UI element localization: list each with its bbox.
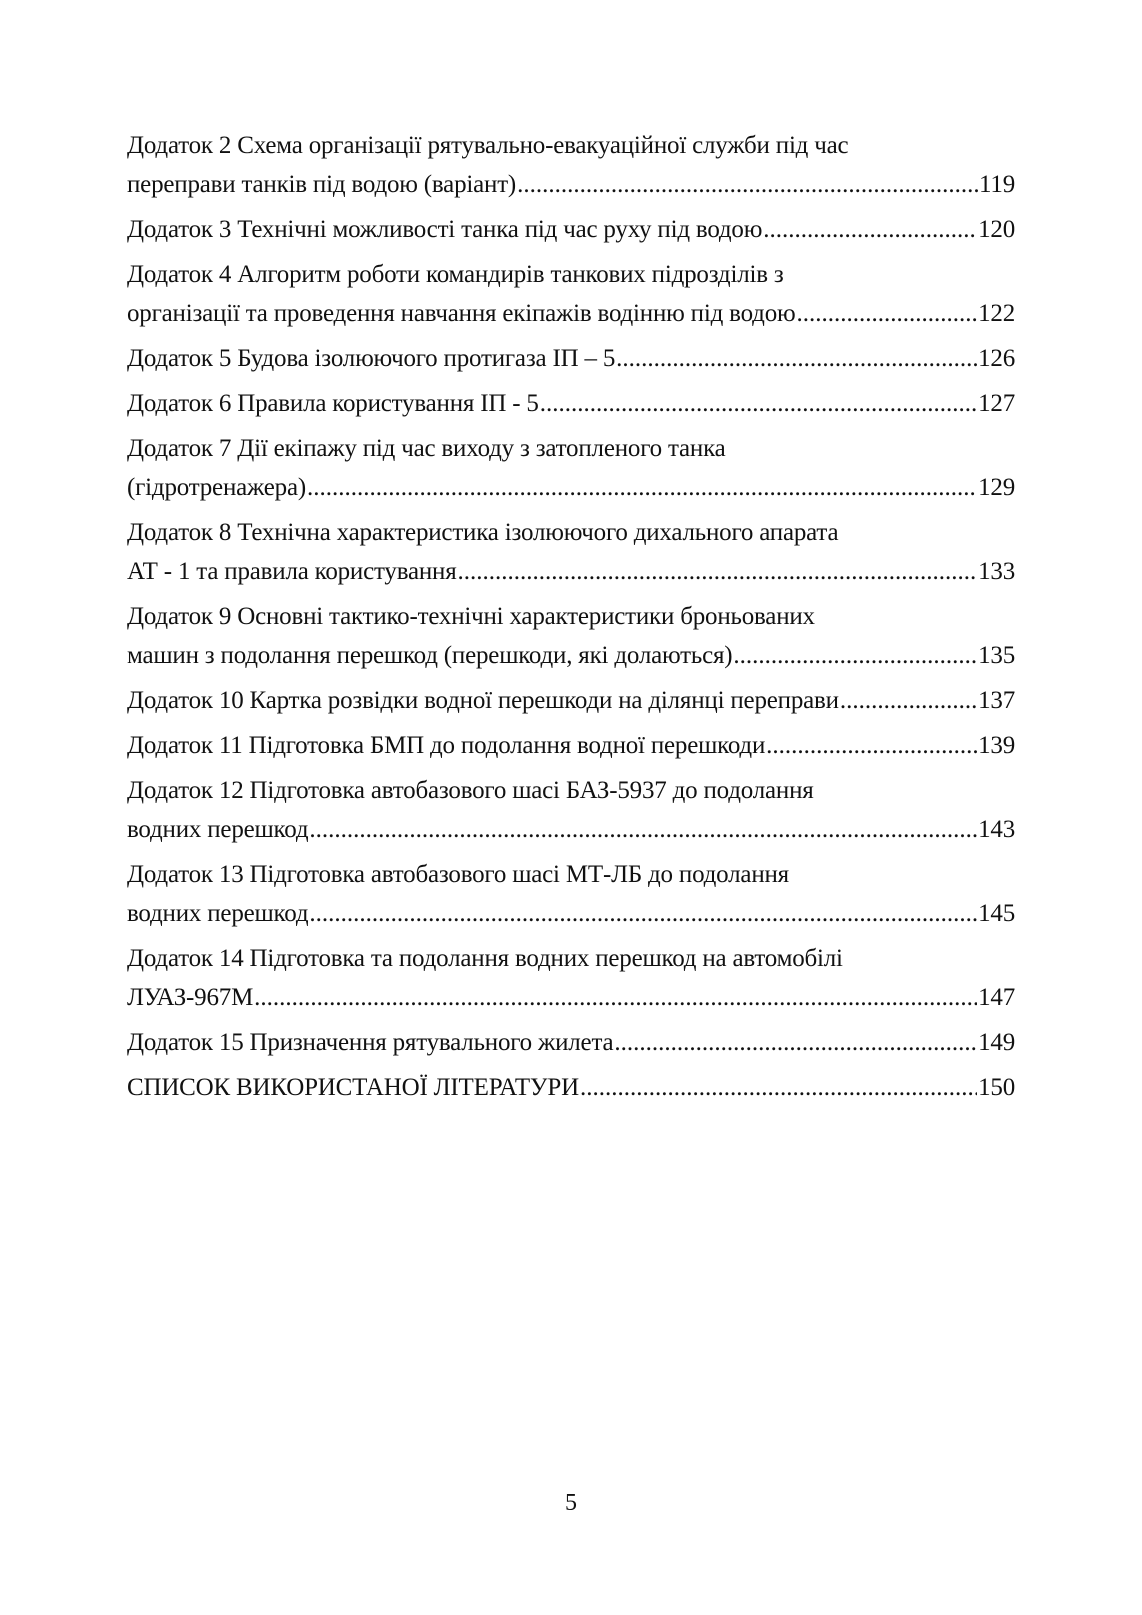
dot-leader <box>309 894 977 933</box>
dot-leader <box>458 552 978 591</box>
toc-entry[interactable] <box>127 384 1015 423</box>
toc-entry-leader-line <box>127 1068 1015 1107</box>
toc-entry-title-line: машин з подолання перешкод (перешкоди, які долаються) <box>127 642 733 669</box>
toc-entry-title-line: Додаток 12 Підготовка автобазового шасі БАЗ-5937 до подолання <box>127 777 814 804</box>
toc-entry-title-line: організації та проведення навчання екіпажів водінню під водою <box>127 300 796 327</box>
toc-entry-title-line: Додаток 6 Правила користування ІП - 5 <box>127 390 539 417</box>
dot-leader <box>307 468 977 507</box>
toc-entry-page-number: 133 <box>978 558 1015 585</box>
toc-entry[interactable] <box>127 681 1015 720</box>
toc-entry-title-line: переправи танків під водою (варіант) <box>127 171 517 198</box>
dot-leader <box>616 339 977 378</box>
toc-entry[interactable] <box>127 255 1015 333</box>
toc-entry[interactable] <box>127 597 1015 675</box>
toc-entry-page-number: 127 <box>978 390 1015 417</box>
toc-entry-title-line: водних перешкод <box>127 900 309 927</box>
toc-entry-leader-line <box>127 681 1015 720</box>
toc-entry-leader-line <box>127 384 1015 423</box>
toc-entry-leader-line <box>127 468 1015 507</box>
toc-entry-leader-line <box>127 978 1015 1017</box>
toc-entry-page-number: 129 <box>978 474 1015 501</box>
toc-entry-title-line: Додаток 10 Картка розвідки водної перешкоди на ділянці переправи <box>127 687 839 714</box>
toc-entry-title-line: Додаток 13 Підготовка автобазового шасі МТ-ЛБ до подолання <box>127 861 789 888</box>
table-of-contents <box>127 126 1015 1113</box>
toc-entry-page-number: 122 <box>978 300 1015 327</box>
toc-entry-leader-line <box>127 894 1015 933</box>
toc-entry-page-number: 145 <box>978 900 1015 927</box>
toc-entry[interactable] <box>127 726 1015 765</box>
toc-entry-page-number: 137 <box>978 687 1015 714</box>
toc-entry[interactable] <box>127 1023 1015 1062</box>
dot-leader <box>309 810 977 849</box>
toc-entry[interactable] <box>127 429 1015 507</box>
dot-leader <box>763 210 977 249</box>
toc-entry-title-line: Додаток 2 Схема організації рятувально-евакуаційної служби під час <box>127 132 849 159</box>
toc-entry[interactable] <box>127 939 1015 1017</box>
toc-entry-title-line: Додаток 4 Алгоритм роботи командирів танкових підрозділів з <box>127 261 784 288</box>
toc-entry-leader-line <box>127 339 1015 378</box>
toc-entry[interactable] <box>127 339 1015 378</box>
dot-leader <box>840 681 977 720</box>
toc-entry-title-line: Додаток 3 Технічні можливості танка під час руху під водою <box>127 216 763 243</box>
toc-entry[interactable] <box>127 1068 1015 1107</box>
dot-leader <box>580 1068 977 1107</box>
dot-leader <box>254 978 977 1017</box>
toc-entry-title-line: Додаток 11 Підготовка БМП до подолання водної перешкоди <box>127 732 766 759</box>
toc-entry-leader-line <box>127 810 1015 849</box>
toc-entry-title-line: Додаток 14 Підготовка та подолання водних перешкод на автомобілі <box>127 945 843 972</box>
toc-entry-page-number: 149 <box>978 1029 1015 1056</box>
toc-entry-page-number: 139 <box>978 732 1015 759</box>
toc-entry[interactable] <box>127 126 1015 204</box>
toc-entry-title-line: АТ - 1 та правила користування <box>127 558 457 585</box>
toc-entry[interactable] <box>127 771 1015 849</box>
dot-leader <box>540 384 977 423</box>
toc-entry-leader-line <box>127 636 1015 675</box>
toc-entry-title-line: Додаток 9 Основні тактико-технічні характеристики броньованих <box>127 603 815 630</box>
toc-entry-leader-line <box>127 726 1015 765</box>
page-number: 5 <box>565 1490 577 1516</box>
dot-leader <box>766 726 977 765</box>
toc-entry[interactable] <box>127 210 1015 249</box>
toc-entry-title-line: СПИСОК ВИКОРИСТАНОЇ ЛІТЕРАТУРИ <box>127 1074 579 1101</box>
dot-leader <box>517 165 978 204</box>
dot-leader <box>796 294 977 333</box>
toc-entry-title-line: водних перешкод <box>127 816 309 843</box>
toc-entry-page-number: 120 <box>978 216 1015 243</box>
dot-leader <box>733 636 977 675</box>
toc-entry-page-number: 143 <box>978 816 1015 843</box>
toc-entry-title-line: (гідротренажера) <box>127 474 306 501</box>
toc-entry[interactable] <box>127 855 1015 933</box>
dot-leader <box>614 1023 977 1062</box>
toc-entry[interactable] <box>127 513 1015 591</box>
toc-entry-title-line: Додаток 5 Будова ізолюючого протигаза ІП – 5 <box>127 345 616 372</box>
toc-entry-page-number: 147 <box>978 984 1015 1011</box>
toc-entry-title-line: Додаток 8 Технічна характеристика ізолюючого дихального апарата <box>127 519 839 546</box>
toc-entry-title-line: Додаток 15 Призначення рятувального жилета <box>127 1029 614 1056</box>
toc-entry-page-number: 135 <box>978 642 1015 669</box>
toc-entry-page-number: 126 <box>978 345 1015 372</box>
toc-entry-leader-line <box>127 552 1015 591</box>
toc-entry-title-line: Додаток 7 Дії екіпажу під час виходу з затопленого танка <box>127 435 726 462</box>
toc-entry-title-line: ЛУАЗ-967М <box>127 984 254 1011</box>
toc-entry-page-number: 119 <box>979 171 1015 198</box>
toc-entry-leader-line <box>127 210 1015 249</box>
toc-entry-leader-line <box>127 165 1015 204</box>
toc-entry-leader-line <box>127 294 1015 333</box>
toc-entry-leader-line <box>127 1023 1015 1062</box>
toc-entry-page-number: 150 <box>978 1074 1015 1101</box>
